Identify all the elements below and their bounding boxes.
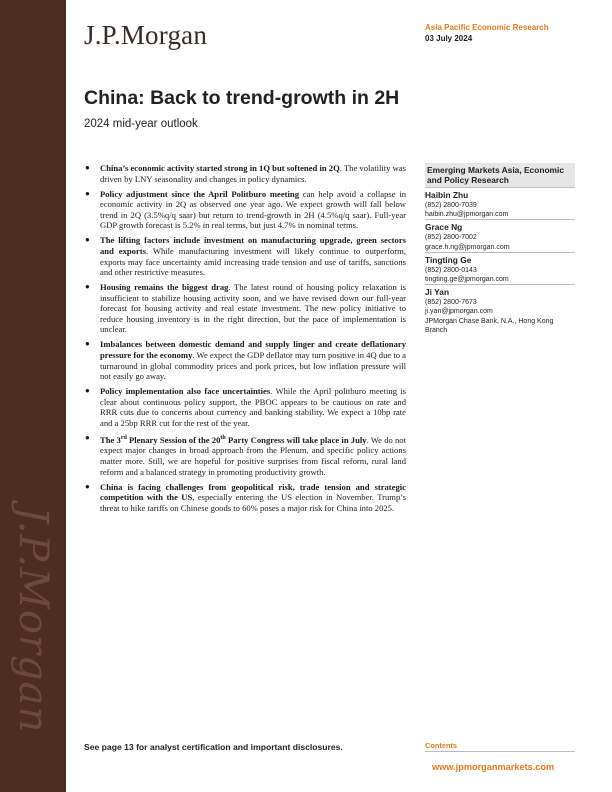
analyst-card: [425, 187, 575, 219]
bullet-icon: ●: [85, 433, 90, 442]
report-date: 03 July 2024: [425, 34, 473, 43]
analyst-name: Haibin Zhu: [425, 190, 469, 200]
analyst-email[interactable]: tingting.ge@jpmorgan.com: [425, 276, 509, 284]
analyst-name: Ji Yan: [425, 287, 450, 298]
contents-link[interactable]: Contents: [425, 741, 575, 752]
analyst-entity: JPMorgan Chase Bank, N.A., Hong Kong Branch: [425, 317, 554, 334]
list-item: ● Imbalances between domestic demand and supply linger and create deflationary pressure for the economy. We expect the GDP deflator may turn positive in 4Q due to a turnaround in global commodity prices and pork prices, but low inflation pressure will not easily go away.: [85, 339, 406, 382]
bullet-icon: ●: [85, 188, 90, 198]
brand-sidebar: [0, 0, 66, 792]
analyst-phone: (852) 2800-0143: [425, 266, 477, 274]
analyst-card: [425, 252, 575, 284]
list-item: ● Policy implementation also face uncertainties. While the April politburo meeting is clear about continuous policy support, the PBOC appears to be cautious on rate and RRR cuts due to concerns about currency and banking stability. We expect a 10bp rate and a 25bp RRR cut for the rest of the year.: [85, 386, 407, 429]
analyst-contacts: [425, 163, 575, 335]
list-item: ● Housing remains the biggest drag. The latest round of housing policy relaxation is insufficient to stabilize housing activity soon, and we have revised down our full-year forecast for housing activity and real estate investment. The new policy initiative to reduce housing inventory is in the right direction, but the pace of implementation is unclear.: [85, 282, 407, 335]
disclosure-note: See page 13 for analyst certification and important disclosures.: [84, 742, 343, 752]
key-points-list: [84, 163, 406, 518]
list-item: ● China is facing challenges from geopolitical risk, trade tension and strategic competition with the US, especially entering the US election in November. Trump’s threat to hike tariffs on Chinese goods to 60% poses a major risk for China into 2025.: [85, 481, 407, 513]
jpmorgan-logo: J.P.Morgan: [84, 20, 208, 50]
analyst-name: Tingting Ge: [425, 254, 472, 265]
analyst-card: [425, 219, 575, 251]
list-item: ● The lifting factors include investment on manufacturing upgrade, green sectors and exports. While manufacturing investment will likely continue to outperform, exports may face uncertainty amid increasing trade tension and use of tariffs, sanctions and other restrictive measures.: [85, 235, 406, 278]
analyst-card: [425, 284, 575, 335]
analyst-phone: (852) 2800-7673: [425, 299, 477, 307]
report-header: [425, 22, 549, 44]
list-item: ● Policy adjustment since the April Politburo meeting can help avoid a collapse in economic activity in 2Q as observed one year ago. We expect growth will fall below trend in 2Q (3.5%q/q saar) but return to trend-growth in 2H (4.5%q/q saar). Full-year GDP growth forecast is 5.2% in real terms, but just 4.7% in nominal terms.: [85, 188, 406, 231]
list-item: ● China’s economic activity started strong in 1Q but softened in 2Q. The volatility was driven by LNY seasonality and changes in policy dynamics.: [85, 163, 406, 184]
analyst-phone: (852) 2800-7002: [425, 234, 477, 242]
bullet-icon: ●: [85, 339, 90, 349]
analyst-phone: (852) 2800-7039: [425, 202, 477, 209]
analyst-email[interactable]: grace.h.ng@jpmorgan.com: [425, 243, 510, 251]
sidebar-watermark-logo: J.P.Morgan: [10, 506, 56, 734]
team-heading: Emerging Markets Asia, Economic and Policy Research: [425, 163, 575, 187]
analyst-name: Grace Ng: [425, 222, 463, 233]
department-label: Asia Pacific Economic Research: [425, 23, 549, 32]
analyst-email[interactable]: haibin.zhu@jpmorgan.com: [425, 211, 509, 219]
analyst-email[interactable]: ji.yan@jpmorgan.com: [425, 308, 493, 316]
website-link[interactable]: www.jpmorganmarkets.com: [432, 762, 555, 772]
bullet-icon: ●: [85, 163, 90, 172]
list-item: ● The 3rd Plenary Session of the 20th Party Congress will take place in July. We do not expect major changes in broad approach from the Plenum, and specific policy actions matter more. Still, we are hopeful for positive surprises from fiscal reform, rural land reform and a balanced strategy in promoting productivity growth.: [85, 433, 406, 477]
bullet-icon: ●: [85, 386, 90, 396]
page-subtitle: 2024 mid-year outlook: [84, 118, 198, 130]
bullet-icon: ●: [85, 481, 90, 491]
page-title: China: Back to trend-growth in 2H: [84, 87, 400, 109]
bullet-icon: ●: [85, 235, 90, 245]
bullet-icon: ●: [85, 282, 90, 292]
